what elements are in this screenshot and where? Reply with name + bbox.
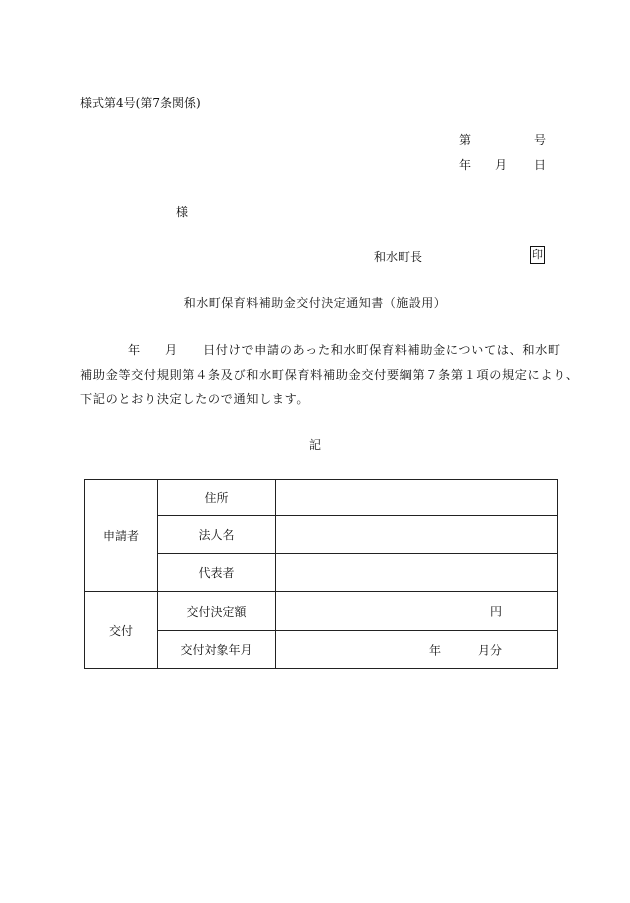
grant-group-label: 交付 [85, 592, 158, 669]
applicant-group-label: 申請者 [85, 480, 158, 592]
address-field[interactable] [276, 480, 558, 516]
month-unit: 月分 [478, 643, 503, 657]
body-text-line-2: 補助金等交付規則第４条及び和水町保育料補助金交付要綱第７条第１項の規定により、 [80, 368, 579, 382]
target-month-field[interactable] [276, 631, 558, 669]
date-month-label: 月 [495, 158, 508, 172]
table-row [85, 480, 558, 516]
seal-mark: 印 [530, 246, 545, 264]
date-day-label: 日 [534, 158, 547, 172]
document-number-suffix: 号 [534, 133, 547, 147]
document-number-label: 第 [459, 133, 472, 147]
summary-table [84, 479, 558, 669]
document-title: 和水町保育料補助金交付決定通知書（施設用） [183, 296, 447, 310]
yen-unit: 円 [490, 604, 503, 619]
corporation-name-field[interactable] [276, 516, 558, 554]
year-unit: 年 [429, 643, 442, 657]
date-year-label: 年 [459, 158, 472, 172]
target-month-label: 交付対象年月 [158, 631, 276, 669]
representative-field[interactable] [276, 554, 558, 592]
ki-heading: 記 [308, 438, 321, 452]
form-number: 様式第4号(第7条関係) [80, 96, 201, 110]
decision-amount-field[interactable] [276, 592, 558, 631]
representative-label: 代表者 [158, 554, 276, 592]
body-text-line-3: 下記のとおり決定したので通知します。 [80, 392, 310, 406]
body-month-label: 月 [165, 343, 178, 357]
decision-amount-label: 交付決定額 [158, 592, 276, 631]
corporation-name-label: 法人名 [158, 516, 276, 554]
addressee-honorific: 様 [176, 205, 189, 219]
body-text-line-1: 日付けで申請のあった和水町保育料補助金については、和水町 [203, 343, 561, 357]
table-row [85, 592, 558, 631]
issuer-title: 和水町長 [374, 250, 423, 264]
body-year-label: 年 [128, 343, 141, 357]
address-label: 住所 [158, 480, 276, 516]
